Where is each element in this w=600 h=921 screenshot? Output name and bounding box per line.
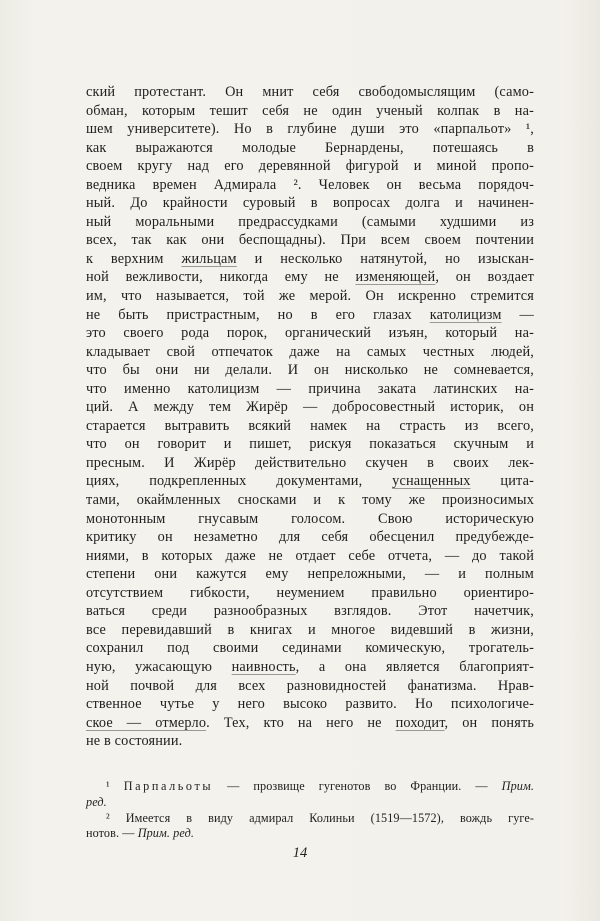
text-segment: . Тех, кто на него не [206, 714, 396, 731]
text-line [86, 714, 534, 733]
text-line [86, 324, 534, 343]
text-segment: отсутствием гибкости, неумением правильно ориентиро- [86, 584, 534, 601]
text-segment: что именно католицизм — причина заката латинских на- [86, 380, 534, 397]
text-line [86, 435, 534, 454]
text-line [86, 287, 534, 306]
text-segment: ¹ [106, 779, 124, 793]
text-segment: изменяющей [355, 269, 436, 286]
text-line [86, 658, 534, 677]
text-segment: , он понять [444, 714, 535, 731]
text-line [86, 157, 534, 176]
text-line [86, 510, 534, 529]
text-segment: старается вытравить всякий намек на страсть из всего, [86, 417, 534, 434]
footnote-line [86, 826, 534, 842]
main-text [86, 83, 534, 751]
text-line [86, 677, 534, 696]
text-segment: ный моральными предрассудками (самыми худшими из [86, 213, 534, 230]
text-segment: все перевидавший в книгах и многое видевший в жизни, [86, 621, 534, 638]
footnote-line [86, 779, 534, 795]
text-segment: ваться среди разнообразных взглядов. Этот начетчик, [86, 603, 534, 620]
text-segment: , а она является благоприят- [295, 658, 534, 675]
text-segment: что он говорит и пишет, рискуя показаться скучным и [86, 436, 534, 453]
text-segment: католицизм [429, 306, 502, 323]
text-line [86, 621, 534, 640]
text-segment: не в состоянии. [86, 733, 183, 750]
text-segment: ниями, в которых даже не отдает себе отчета, — до такой [86, 547, 534, 564]
footnote-line [86, 795, 534, 811]
text-segment: ² Имеется в виду адмирал Колиньи (1519—1572), вождь гуге- [106, 810, 534, 825]
text-segment: монотонным гнусавым голосом. Свою историческую [86, 510, 534, 527]
text-segment: Прим. [501, 779, 534, 793]
page-number: 14 [292, 845, 308, 861]
text-segment: своем кругу над его деревянной фигурой и миной пропо- [86, 158, 534, 175]
text-segment: Парпальоты [123, 779, 214, 793]
text-line [86, 584, 534, 603]
text-segment: ций. А между тем Жирёр — добросовестный историк, он [86, 399, 534, 416]
text-segment: кладывает свой отпечаток даже на самых честных людей, [86, 343, 534, 360]
text-line [86, 102, 534, 121]
text-segment: им, что называется, той же мерой. Он искренно стремится [86, 288, 534, 305]
text-line [86, 343, 534, 362]
text-segment: ственное чутье у него высоко развито. Но психологиче- [86, 696, 534, 713]
text-line [86, 176, 534, 195]
text-line [86, 639, 534, 658]
text-segment: это своего рода порок, органический изъян, который на- [86, 325, 534, 342]
text-line [86, 695, 534, 714]
text-segment: Прим. ред. [137, 826, 194, 841]
text-segment: ское — отмерло [86, 714, 207, 731]
text-segment: ной почвой для всех разновидностей фанатизма. Нрав- [86, 677, 534, 694]
text-segment: цита- [470, 473, 534, 490]
text-segment: что бы они ни делали. И он нисколько не сомневается, [86, 362, 534, 379]
text-segment: тами, окаймленных сносками и к тому же произносимых [86, 492, 534, 509]
text-segment: степени они кажутся ему непреложными, — и полным [86, 566, 534, 583]
text-line [86, 139, 534, 158]
footnote-line [86, 811, 534, 827]
text-segment: ную, ужасающую [86, 658, 232, 675]
text-segment: к верхним [86, 250, 182, 267]
text-line [86, 602, 534, 621]
text-segment: ный. До крайности суровый в вопросах долга и начинен- [86, 195, 534, 212]
text-segment: — [501, 306, 534, 323]
text-segment: всех, так как они беспощадны). При всем своем почтении [86, 232, 534, 249]
text-segment: нотов. — [86, 826, 138, 841]
text-segment: как выражаются молодые Бернардены, потешаясь в [86, 139, 534, 156]
text-line [86, 491, 534, 510]
text-line [86, 398, 534, 417]
text-line [86, 361, 534, 380]
text-line [86, 417, 534, 436]
text-segment: ной вежливости, никогда ему не [86, 269, 356, 286]
text-line [86, 472, 534, 491]
text-line [86, 250, 534, 269]
text-segment: ред. [86, 794, 107, 809]
text-line [86, 83, 534, 102]
text-line [86, 213, 534, 232]
text-segment: критику он незаметно для себя обесценил предубежде- [86, 529, 534, 546]
text-segment: уснащенных [392, 473, 471, 490]
text-segment: обман, которым тешит себя не один ученый колпак в на- [86, 102, 534, 119]
text-line [86, 380, 534, 399]
text-line [86, 306, 534, 325]
text-line [86, 565, 534, 584]
text-line [86, 528, 534, 547]
text-segment: походит [395, 714, 445, 731]
text-line [86, 454, 534, 473]
text-segment: — прозвище гугенотов во Франции. — [213, 779, 502, 793]
text-segment: наивность [231, 658, 296, 675]
text-line [86, 547, 534, 566]
text-segment: жильцам [181, 250, 237, 267]
text-line [86, 120, 534, 139]
text-segment: циях, подкрепленных документами, [86, 473, 393, 490]
footnotes [86, 779, 534, 842]
text-segment: шем университете). Но в глубине души это «парпальот» ¹, [86, 121, 534, 138]
text-line [86, 194, 534, 213]
text-line [86, 732, 534, 751]
text-line [86, 231, 534, 250]
text-segment: , он воздает [435, 269, 534, 286]
text-segment: ский протестант. Он мнит себя свободомыслящим (само- [86, 84, 534, 100]
text-segment: не быть пристрастным, но в его глазах [86, 306, 430, 323]
text-segment: и несколько натянутой, но изыскан- [236, 250, 534, 267]
text-line [86, 268, 534, 287]
text-segment: ведника времен Адмирала ². Человек он весьма порядоч- [86, 176, 534, 193]
text-segment: сохранил под своими сединами комическую, трогатель- [86, 640, 534, 657]
text-segment: пресным. И Жирёр действительно скучен в своих лек- [86, 454, 534, 471]
